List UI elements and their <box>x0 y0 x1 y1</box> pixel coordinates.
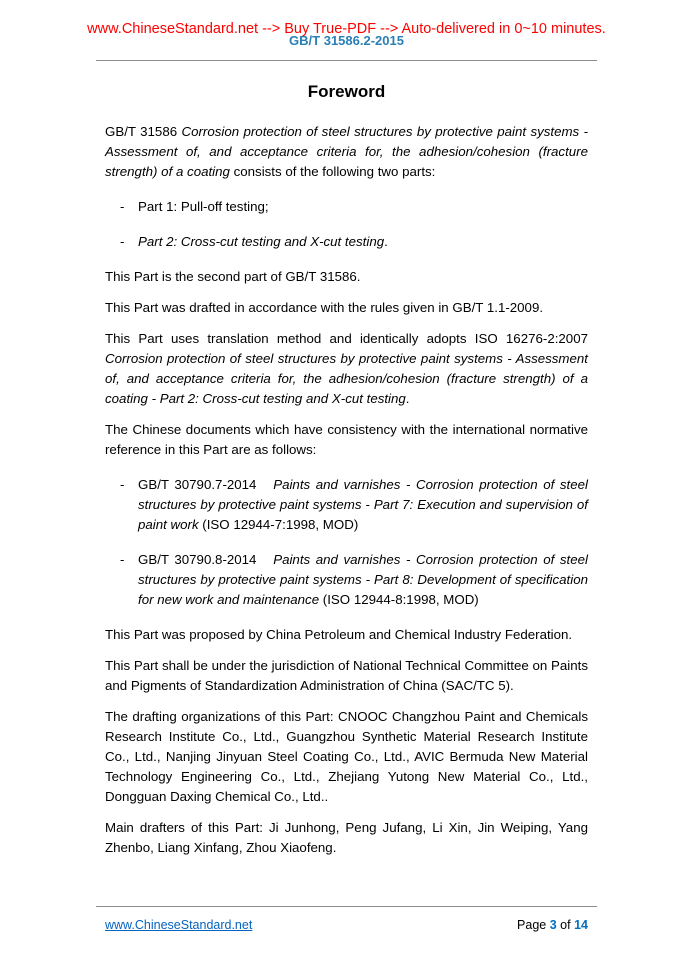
page-indicator <box>517 918 588 932</box>
list-text <box>138 550 588 610</box>
paragraph-main-drafters: Main drafters of this Part: Ji Junhong, Peng Jufang, Li Xin, Jin Weiping, Yang Zhenbo, Liang Xinfang, Zhou Xiaofeng. <box>105 820 588 855</box>
text-run: GB/T 31586 <box>105 124 182 139</box>
list-item-part1 <box>120 197 588 217</box>
paragraph-second-part: This Part is the second part of GB/T 31586. <box>105 269 361 284</box>
list-item-gbt-30790-8 <box>120 550 588 610</box>
paragraph-jurisdiction: This Part shall be under the jurisdiction of National Technical Committee on Paints and Pigments of Standardization Administration of China (SAC/TC 5). <box>105 658 588 693</box>
list-item-part2 <box>120 232 588 252</box>
text-run: (ISO 12944-8:1998, MOD) <box>319 592 479 607</box>
text-run-italic: Paints and varnishes - Corrosion protection of steel structures by protective paint systems - Part 7: Execution and supervision of paint work <box>138 477 588 532</box>
text-run: . <box>384 234 388 249</box>
text-run-italic: Part 2: Cross-cut testing and X-cut testing <box>138 234 385 249</box>
text-run-italic: Corrosion protection of steel structures by protective paint systems - Assessment of, and acceptance criteria for, the adhesion/cohesion (fracture strength) of a coating <box>105 124 588 179</box>
text-run: Part 1: Pull-off testing; <box>138 199 269 214</box>
paragraph-chinese-documents: The Chinese documents which have consistency with the international normative reference in this Part are as follows: <box>105 422 588 457</box>
paragraph-proposed-by: This Part was proposed by China Petroleum and Chemical Industry Federation. <box>105 627 573 642</box>
paragraph-intro <box>105 122 588 182</box>
of-label: of <box>560 918 571 932</box>
list-text <box>138 475 588 535</box>
paragraph-drafted-rules: This Part was drafted in accordance with the rules given in GB/T 1.1-2009. <box>105 300 544 315</box>
list-text <box>138 232 588 252</box>
list-item-gbt-30790-7 <box>120 475 588 535</box>
list-dash: - <box>120 552 125 567</box>
doc-number-header: GB/T 31586.2-2015 <box>289 33 404 48</box>
page-number: 3 <box>549 918 557 932</box>
list-dash: - <box>120 199 125 214</box>
text-run-italic: Corrosion protection of steel structures by protective paint systems - Assessment of, and acceptance criteria for, the adhesion/cohesion (fracture strength) of a coating - Part 2: Cross-cut testing and X-cut testing <box>105 351 588 406</box>
text-run-italic: Paints and varnishes - Corrosion protection of steel structures by protective paint systems - Part 8: Development of specification for new work and maintenance <box>138 552 588 607</box>
paragraph-drafting-organizations: The drafting organizations of this Part: CNOOC Changzhou Paint and Chemicals Research Institute Co., Ltd., Guangzhou Synthetic Material Research Institute Co., Ltd., Nanjing Jinyuan Steel Coating Co., Ltd., AVIC Bermuda New Material Technology Engineering Co., Ltd., Zhejiang Yutong New Material Co., Ltd., Dongguan Daxing Chemical Co., Ltd.. <box>105 709 588 804</box>
footer-divider <box>96 906 597 907</box>
text-run: . <box>405 391 410 406</box>
text-run: This Part uses translation method and identically adopts ISO 16276-2:2007 <box>105 331 588 346</box>
text-run: GB/T 30790.7-2014 <box>138 477 274 492</box>
paragraph-iso-adoption <box>105 329 588 409</box>
text-run: (ISO 12944-7:1998, MOD) <box>198 517 359 532</box>
page-title: Foreword <box>307 82 386 101</box>
header-divider <box>96 60 597 61</box>
document-body <box>105 122 588 869</box>
promo-banner: www.ChineseStandard.net --> Buy True-PDF --> Auto-delivered in 0~10 minutes. <box>87 21 606 37</box>
list-dash: - <box>120 477 125 492</box>
footer-website-link[interactable]: www.ChineseStandard.net <box>105 918 253 932</box>
total-pages: 14 <box>574 918 588 932</box>
text-run: consists of the following two parts: <box>229 164 436 179</box>
page-label: Page <box>517 918 547 932</box>
list-dash: - <box>120 234 125 249</box>
list-text <box>138 197 588 217</box>
text-run: GB/T 30790.8-2014 <box>138 552 274 567</box>
